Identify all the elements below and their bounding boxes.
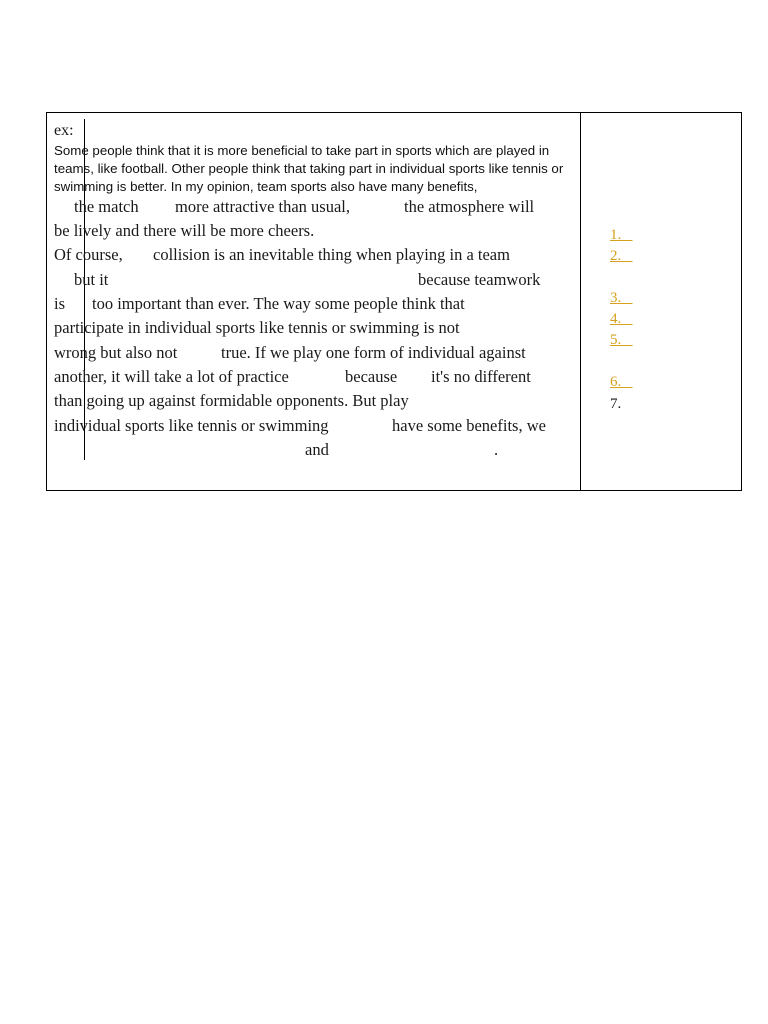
exercise-table xyxy=(46,112,742,491)
line-10a: individual sports like tennis or swimming xyxy=(54,416,329,435)
answer-link-5[interactable]: 5. xyxy=(610,332,633,348)
answer-number-7: 7. xyxy=(610,396,622,412)
answer-link-4[interactable]: 4. xyxy=(610,311,633,327)
example-label: ex: xyxy=(54,122,74,139)
line-4a: but it xyxy=(74,270,109,289)
line-7a: wrong but also not xyxy=(54,343,178,362)
line-8b: because xyxy=(345,367,398,386)
line-3b: collision is an inevitable thing when playing in a team xyxy=(153,245,510,264)
line-11a: and xyxy=(305,440,329,459)
line-7b: true. If we play one form of individual against xyxy=(221,343,526,362)
line-11b: . xyxy=(494,440,499,459)
line-10b: have some benefits, we xyxy=(392,416,546,435)
line-8a: another, it will take a lot of practice xyxy=(54,367,289,386)
line-5a: is xyxy=(54,294,66,313)
line-3a: Of course, xyxy=(54,245,123,264)
line-5b: too important than ever. The way some people think that xyxy=(92,294,465,313)
column-divider xyxy=(580,113,581,490)
line-1a: the match xyxy=(74,197,139,216)
line-2: be lively and there will be more cheers. xyxy=(54,221,315,240)
line-1b: more attractive than usual, xyxy=(175,197,351,216)
line-6: participate in individual sports like tennis or swimming is not xyxy=(54,318,460,337)
answer-link-1[interactable]: 1. xyxy=(610,227,633,243)
line-9: than going up against formidable opponents. But play xyxy=(54,391,409,410)
line-4b: because teamwork xyxy=(418,270,541,289)
intro-paragraph: Some people think that it is more beneficial to take part in sports which are played in teams, like football. Other people think that taking part in individual sports like tennis or swimming is better. In my opinion, team sports also have many benefits, xyxy=(54,143,564,194)
line-8c: it's no different xyxy=(431,367,531,386)
answer-link-3[interactable]: 3. xyxy=(610,290,633,306)
answer-link-2[interactable]: 2. xyxy=(610,248,633,264)
line-1c: the atmosphere will xyxy=(404,197,535,216)
answer-link-6[interactable]: 6. xyxy=(610,374,633,390)
